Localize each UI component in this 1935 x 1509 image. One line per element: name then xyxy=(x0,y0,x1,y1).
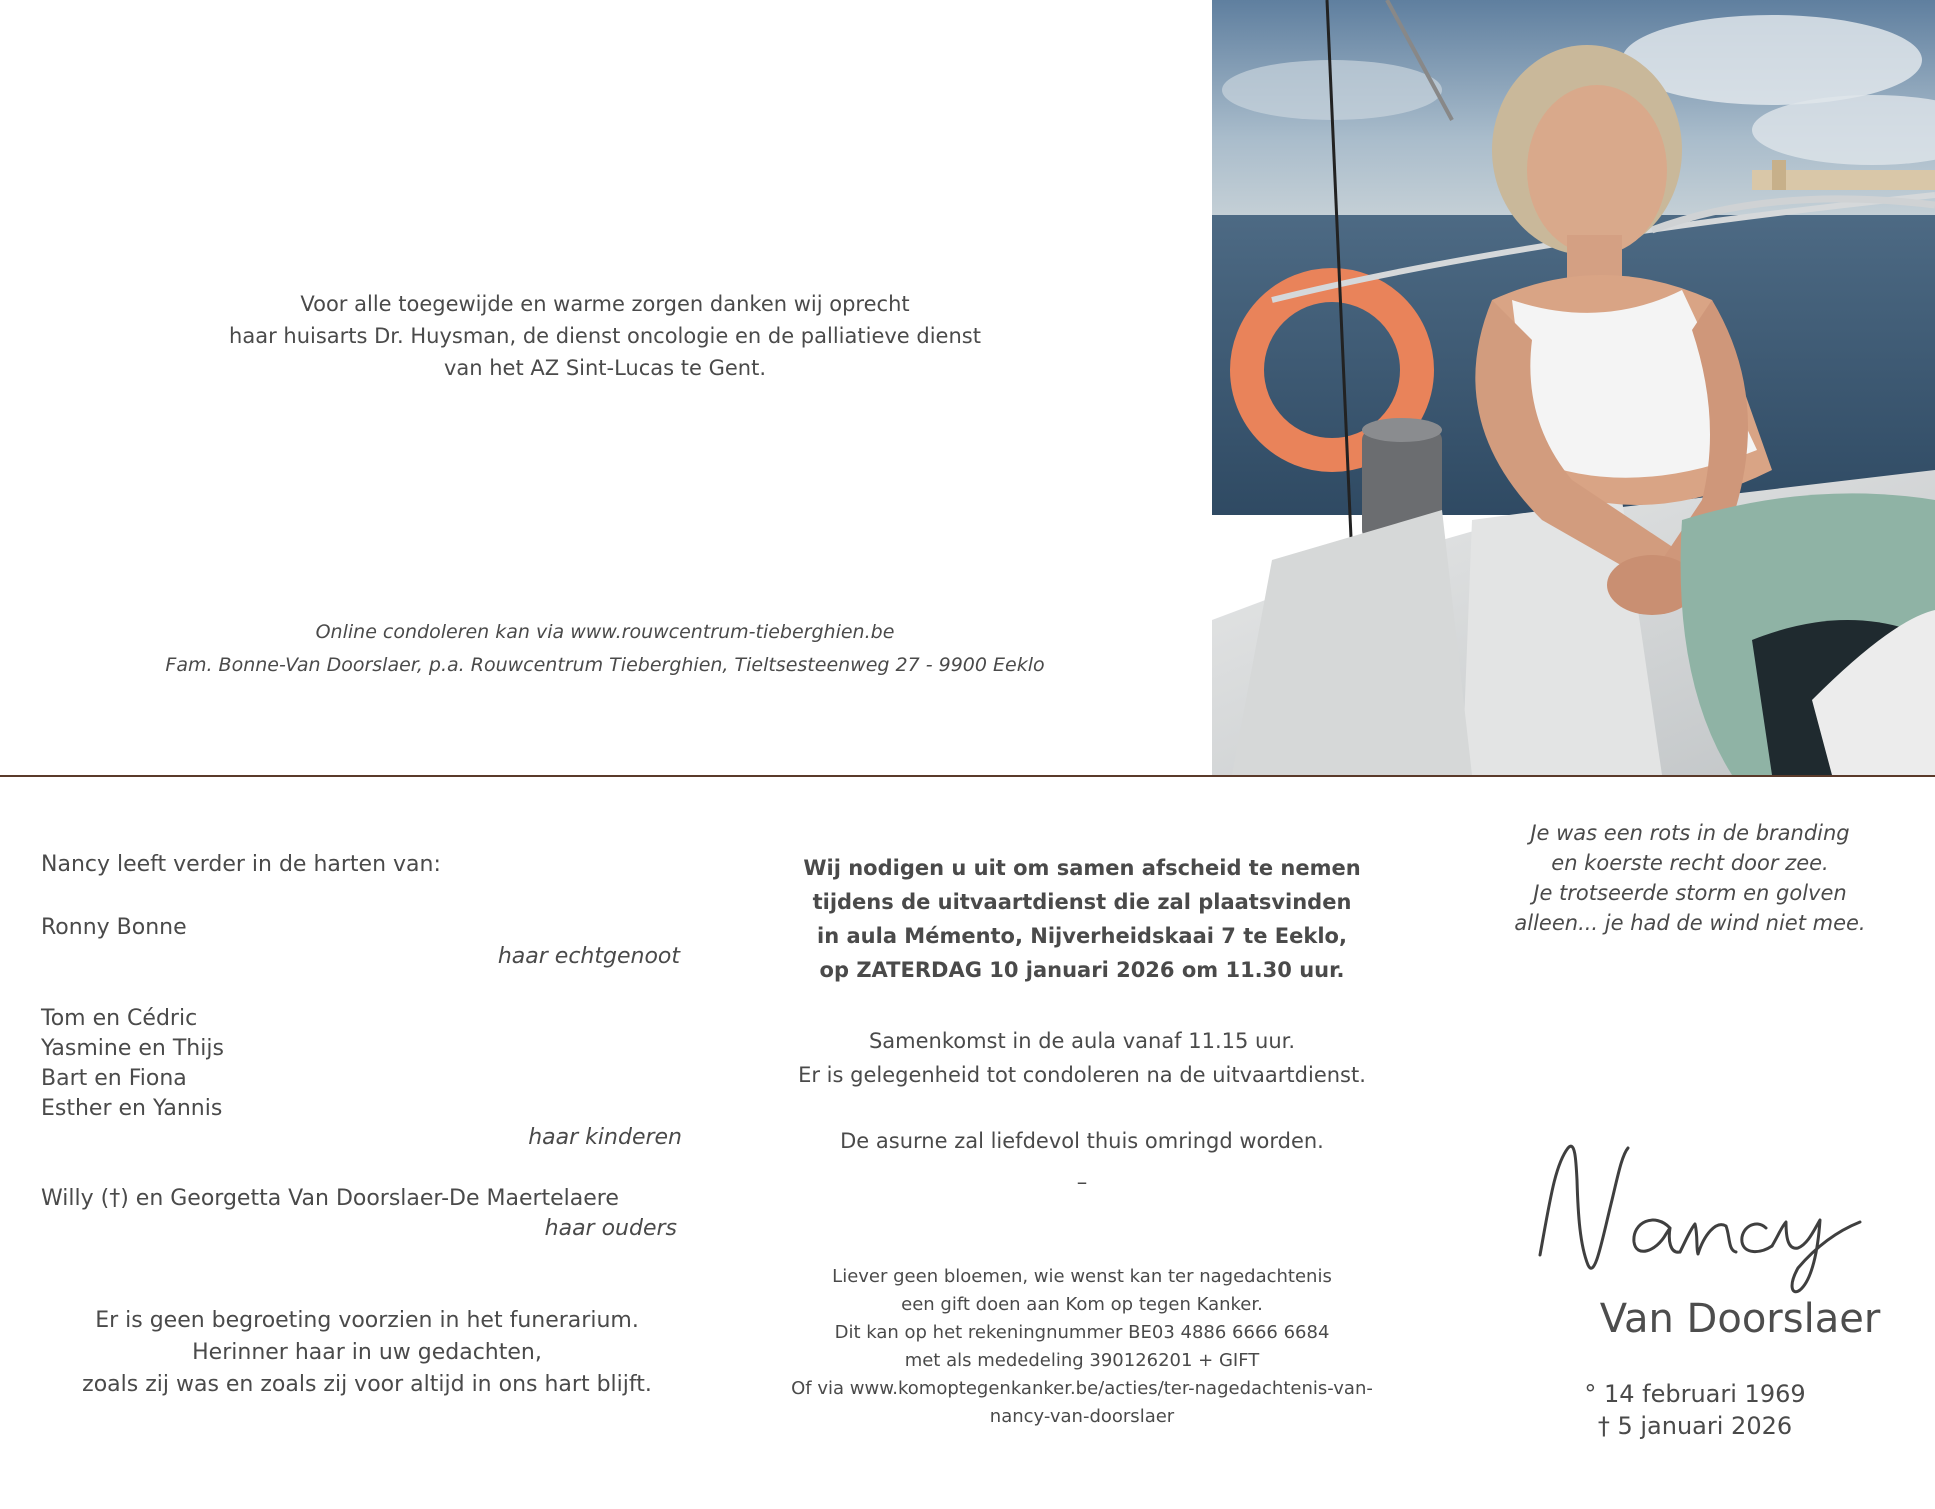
no-greeting-line: Herinner haar in uw gedachten, xyxy=(192,1340,542,1365)
children-relation: haar kinderen xyxy=(528,1125,682,1150)
poem-line: Je trotseerde storm en golven xyxy=(1533,881,1847,905)
thanks-line: Voor alle toegewijde en warme zorgen danken wij oprecht xyxy=(300,292,910,316)
poem-line: en koerste recht door zee. xyxy=(1551,851,1829,875)
donation-link-line: nancy-van-doorslaer xyxy=(989,1406,1175,1427)
donation-line: Liever geen bloemen, wie wenst kan ter nagedachtenis xyxy=(832,1266,1332,1287)
last-name: Van Doorslaer xyxy=(1599,1296,1881,1342)
donation-link-line: Of via www.komoptegenkanker.be/acties/ter-nagedachtenis-van- xyxy=(791,1378,1373,1399)
thanks-text xyxy=(150,288,1060,384)
invitation-line: in aula Mémento, Nijverheidskaai 7 te Eeklo, xyxy=(817,924,1347,948)
birth-date: ° 14 februari 1969 xyxy=(1584,1380,1806,1408)
donation-info xyxy=(752,1263,1412,1431)
child-name: Yasmine en Thijs xyxy=(41,1036,224,1061)
donation-line: met als mededeling 390126201 + GIFT xyxy=(904,1350,1260,1371)
spouse-name: Ronny Bonne xyxy=(41,915,187,940)
family-intro: Nancy leeft verder in de harten van: xyxy=(41,852,441,877)
gathering-line: Er is gelegenheid tot condoleren na de uitvaartdienst. xyxy=(798,1063,1366,1087)
separator-dash: – xyxy=(1076,1170,1088,1194)
poem-line: alleen... je had de wind niet mee. xyxy=(1514,911,1866,935)
portrait-photo xyxy=(1212,0,1935,775)
first-name-signature xyxy=(1530,1140,1870,1304)
donation-line: een gift doen aan Kom op tegen Kanker. xyxy=(901,1294,1263,1315)
child-name: Esther en Yannis xyxy=(41,1096,223,1121)
parents-relation: haar ouders xyxy=(544,1216,677,1241)
gathering-line: Samenkomst in de aula vanaf 11.15 uur. xyxy=(868,1029,1296,1053)
death-date: † 5 januari 2026 xyxy=(1597,1412,1793,1440)
spouse-relation: haar echtgenoot xyxy=(497,944,680,969)
family-address-line: Fam. Bonne-Van Doorslaer, p.a. Rouwcentrum Tieberghien, Tieltsesteenweg 27 - 9900 Eeklo xyxy=(165,654,1045,676)
children-list xyxy=(41,1004,224,1124)
urn-note: De asurne zal liefdevol thuis omringd worden. xyxy=(840,1129,1324,1153)
thanks-line: haar huisarts Dr. Huysman, de dienst oncologie en de palliatieve dienst xyxy=(229,324,981,348)
gathering-info xyxy=(752,1024,1412,1092)
poem xyxy=(1490,818,1890,938)
invitation-line: op ZATERDAG 10 januari 2026 om 11.30 uur. xyxy=(819,958,1345,982)
poem-line: Je was een rots in de branding xyxy=(1530,821,1850,845)
online-condolence xyxy=(150,616,1060,682)
invitation-line: tijdens de uitvaartdienst die zal plaatsvinden xyxy=(812,890,1352,914)
no-greeting-text xyxy=(41,1305,693,1401)
life-dates xyxy=(1570,1378,1820,1442)
divider-line xyxy=(0,775,1935,777)
parents-name: Willy (†) en Georgetta Van Doorslaer-De Maertelaere xyxy=(41,1186,619,1211)
donation-line: Dit kan op het rekeningnummer BE03 4886 6666 6684 xyxy=(834,1322,1330,1343)
no-greeting-line: Er is geen begroeting voorzien in het funerarium. xyxy=(95,1308,639,1333)
funeral-invitation xyxy=(752,851,1412,987)
thanks-line: van het AZ Sint-Lucas te Gent. xyxy=(443,356,767,380)
no-greeting-line: zoals zij was en zoals zij voor altijd in ons hart blijft. xyxy=(82,1372,652,1397)
child-name: Bart en Fiona xyxy=(41,1066,187,1091)
child-name: Tom en Cédric xyxy=(41,1006,198,1031)
invitation-line: Wij nodigen u uit om samen afscheid te nemen xyxy=(803,856,1361,880)
online-condolence-line: Online condoleren kan via www.rouwcentrum-tieberghien.be xyxy=(315,621,895,643)
